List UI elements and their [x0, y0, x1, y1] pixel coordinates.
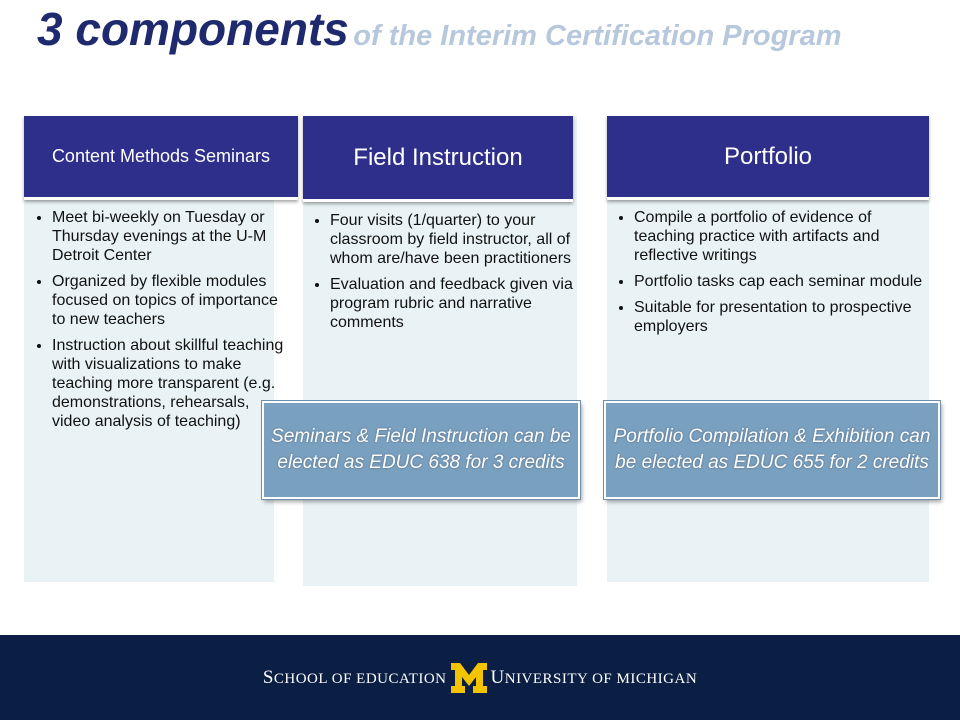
callout-educ-655-text: Portfolio Compilation & Exhibition can be elected as EDUC 655 for 2 credits: [613, 426, 931, 473]
list-item: • Instruction about skillful teaching with visualizations to make teaching more transparent (e.g. demonstrations, rehearsals, video analysis of teaching): [52, 336, 288, 431]
title-sub: of the Interim Certification Program: [353, 20, 842, 52]
list-item: • Meet bi-weekly on Tuesday or Thursday evenings at the U-M Detroit Center: [52, 208, 288, 265]
list-item: • Evaluation and feedback given via program rubric and narrative comments: [330, 275, 592, 332]
column-portfolio-bullets: [612, 208, 934, 343]
list-item: • Four visits (1/quarter) to your classroom by field instructor, all of whom are/have been practitioners: [330, 211, 592, 268]
list-item: • Portfolio tasks cap each seminar module: [634, 272, 934, 291]
footer-logo: [0, 663, 960, 693]
column-seminars-bullets: [30, 208, 288, 438]
list-item: • Suitable for presentation to prospective employers: [634, 298, 934, 336]
column-seminars-header: Content Methods Seminars: [24, 116, 298, 200]
column-field-header: Field Instruction: [303, 116, 573, 202]
column-field-bullets: [308, 211, 592, 339]
list-item: • Organized by flexible modules focused on topics of importance to new teachers: [52, 272, 288, 329]
school-name: SCHOOL OF EDUCATION: [262, 667, 447, 688]
list-item: • Compile a portfolio of evidence of teaching practice with artifacts and reflective writings: [634, 208, 934, 265]
block-m-logo-icon: [451, 663, 487, 693]
callout-educ-638: [262, 401, 580, 499]
title-main: 3 components: [37, 3, 349, 55]
university-name: UNIVERSITY OF MICHIGAN: [490, 667, 698, 688]
slide-title: [37, 3, 917, 55]
callout-educ-638-text: Seminars & Field Instruction can be elected as EDUC 638 for 3 credits: [271, 426, 571, 473]
callout-educ-655: [604, 401, 940, 499]
column-portfolio-header: Portfolio: [607, 116, 929, 200]
